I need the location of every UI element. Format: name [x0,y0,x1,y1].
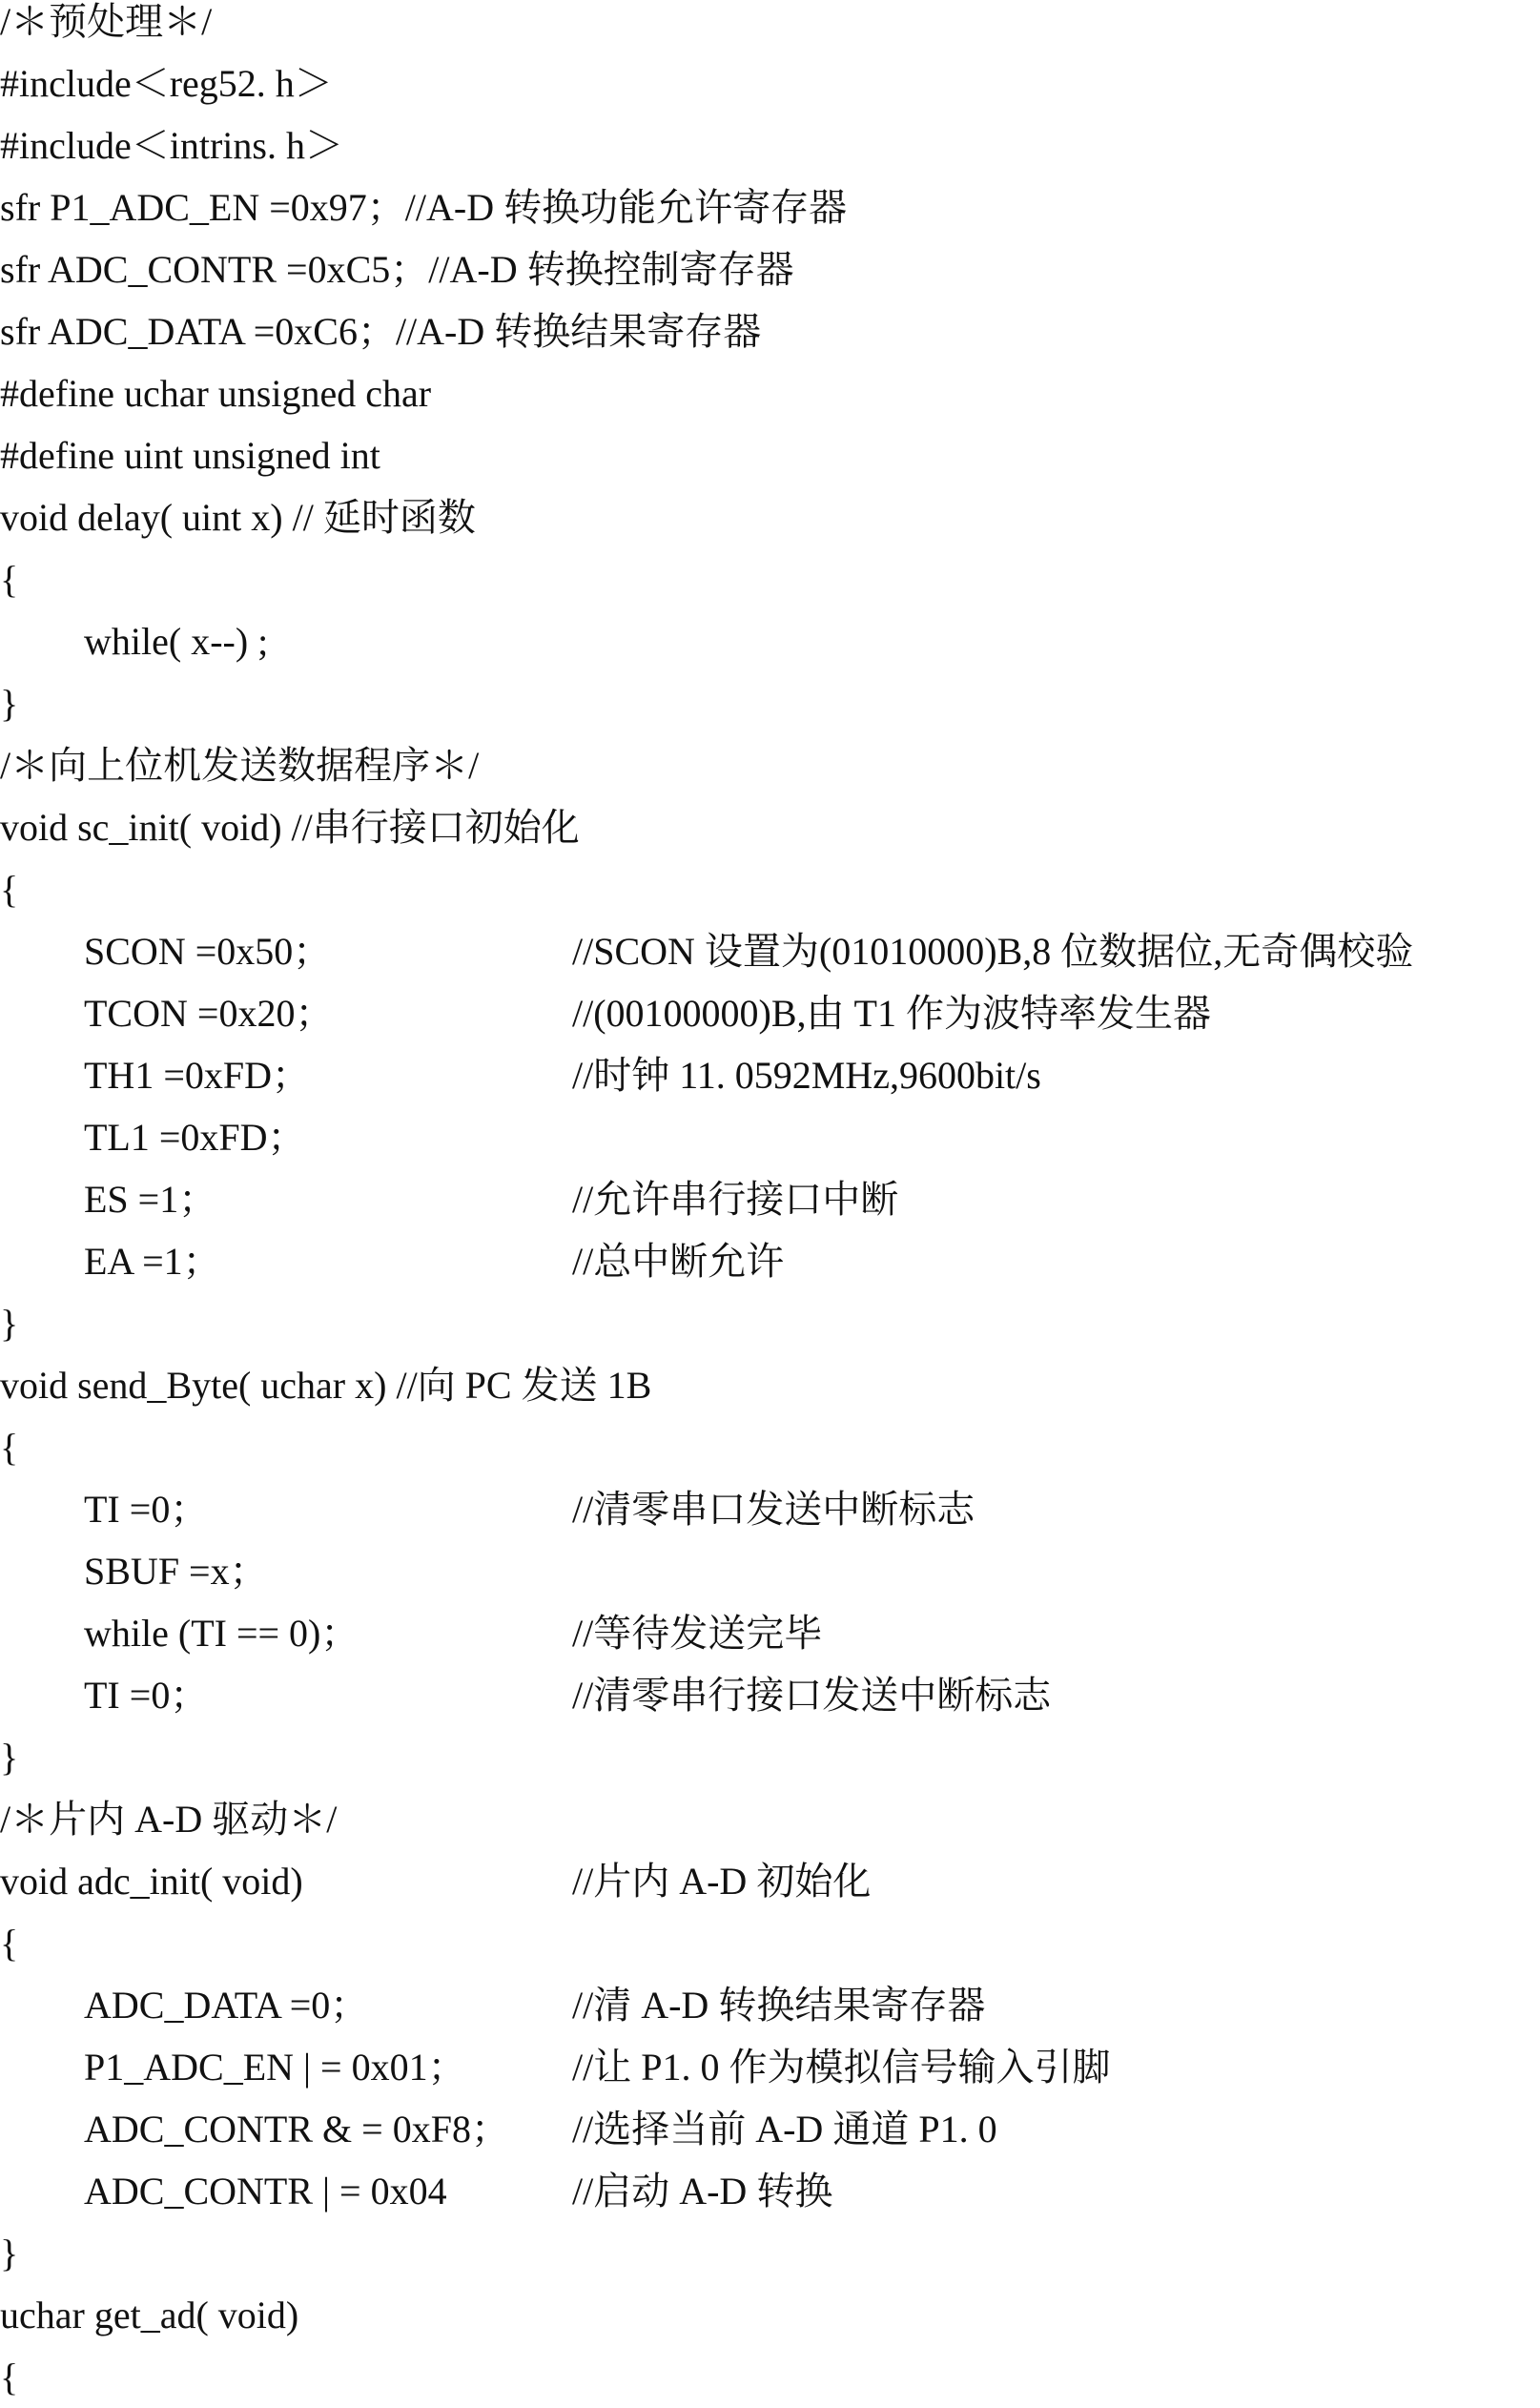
close-brace: } [0,682,19,725]
open-brace: { [0,558,19,601]
code-comment: //选择当前 A-D 通道 P1. 0 [572,2108,997,2151]
code-comment: //时钟 11. 0592MHz,9600bit/s [572,1054,1041,1097]
code-line: SCON =0x50； [84,930,332,973]
code-line: void delay( uint x) // 延时函数 [0,496,476,539]
code-line: TCON =0x20； [84,992,334,1035]
code-comment: //启动 A-D 转换 [572,2170,833,2212]
code-line: TI =0； [84,1488,209,1531]
code-line: /＊预处理＊/ [0,0,213,43]
code-line: #define uint unsigned int [0,434,380,477]
code-line: /＊片内 A-D 驱动＊/ [0,1798,338,1841]
code-comment: //(00100000)B,由 T1 作为波特率发生器 [572,992,1211,1035]
code-line: TH1 =0xFD； [84,1054,311,1097]
code-line: P1_ADC_EN | = 0x01； [84,2046,466,2089]
code-line: sfr ADC_DATA =0xC6；//A-D 转换结果寄存器 [0,310,762,353]
close-brace: } [0,1736,19,1779]
code-line: ADC_DATA =0； [84,1984,369,2027]
code-line: #include＜reg52. h＞ [0,62,333,105]
code-line: EA =1； [84,1240,221,1283]
code-line: TI =0； [84,1674,209,1717]
close-brace: } [0,1302,19,1345]
code-line: while (TI == 0)； [84,1612,359,1655]
code-comment: //让 P1. 0 作为模拟信号输入引脚 [572,2046,1111,2089]
code-line: TL1 =0xFD； [84,1116,306,1159]
code-comment: //清 A-D 转换结果寄存器 [572,1984,986,2027]
code-line: #define uchar unsigned char [0,372,432,415]
open-brace: { [0,1922,19,1965]
code-line: sfr ADC_CONTR =0xC5；//A-D 转换控制寄存器 [0,248,794,291]
code-line: while( x--) ; [84,620,269,663]
code-line: ADC_CONTR & = 0xF8； [84,2108,509,2151]
code-comment: //等待发送完毕 [572,1612,823,1655]
code-line: #include＜intrins. h＞ [0,124,343,167]
close-brace: } [0,2232,19,2274]
open-brace: { [0,2356,19,2398]
code-line: sfr P1_ADC_EN =0x97；//A-D 转换功能允许寄存器 [0,186,848,229]
code-line: ES =1； [84,1178,217,1221]
code-line: uchar get_ad( void) [0,2294,299,2336]
code-line: ADC_CONTR | = 0x04 [84,2170,447,2212]
code-comment: //允许串行接口中断 [572,1178,899,1221]
open-brace: { [0,868,19,911]
code-comment: //清零串口发送中断标志 [572,1488,975,1531]
code-comment: //总中断允许 [572,1240,785,1283]
code-line: void adc_init( void) [0,1860,303,1903]
code-comment: //片内 A-D 初始化 [572,1860,872,1903]
code-line: void send_Byte( uchar x) //向 PC 发送 1B [0,1364,652,1407]
code-comment: //SCON 设置为(01010000)B,8 位数据位,无奇偶校验 [572,930,1414,973]
code-comment: //清零串行接口发送中断标志 [572,1674,1052,1717]
code-line: SBUF =x； [84,1550,268,1593]
code-line: void sc_init( void) //串行接口初始化 [0,806,580,849]
code-line: /＊向上位机发送数据程序＊/ [0,744,480,787]
open-brace: { [0,1426,19,1469]
